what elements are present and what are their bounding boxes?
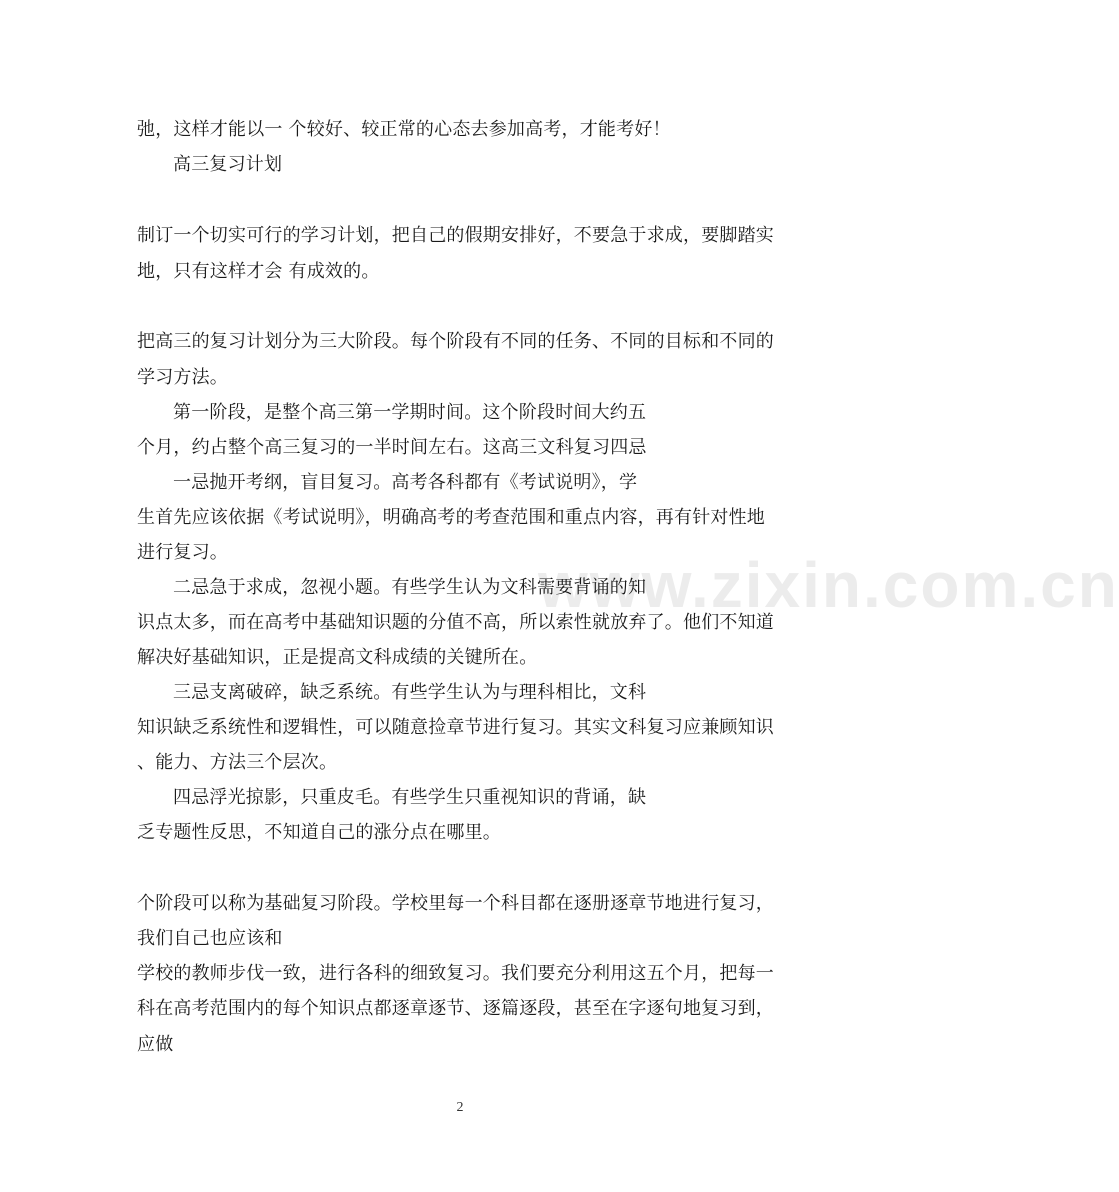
text-line: 应做 [137,1034,174,1055]
text-line: 弛，这样才能以一 个较好、较正常的心态去参加高考，才能考好！ [137,119,671,140]
text-line: 学校的教师步伐一致，进行各科的细致复习。我们要充分利用这五个月，把每一 [137,963,774,984]
text-line: 进行复习。 [137,542,228,563]
text-line: 识点太多，而在高考中基础知识题的分值不高，所以索性就放弃了。他们不知道 [137,612,774,633]
text-line: 科在高考范围内的每个知识点都逐章逐节、逐篇逐段，甚至在字逐句地复习到， [137,998,774,1019]
text-line: 制订一个切实可行的学习计划，把自己的假期安排好，不要急于求成，要脚踏实 [137,225,774,246]
page-number: 2 [456,1100,464,1115]
text-line: 个月，约占整个高三复习的一半时间左右。这高三文科复习四忌 [137,437,647,458]
watermark: www.zixin.com.cn [538,549,1119,621]
text-line: 、能力、方法三个层次。 [137,752,338,773]
section-heading: 高三复习计划 [173,154,283,175]
text-line: 解决好基础知识，正是提高文科成绩的关键所在。 [137,647,538,668]
text-line: 个阶段可以称为基础复习阶段。学校里每一个科目都在逐册逐章节地进行复习， [137,893,774,914]
text-line: 三忌支离破碎，缺乏系统。有些学生认为与理科相比，文科 [173,682,647,703]
text-line: 四忌浮光掠影，只重皮毛。有些学生只重视知识的背诵，缺 [173,787,647,808]
text-line: 我们自己也应该和 [137,928,283,949]
text-line: 一忌抛开考纲，盲目复习。高考各科都有《考试说明》，学 [173,472,638,493]
text-line: 二忌急于求成，忽视小题。有些学生认为文科需要背诵的知 [173,577,647,598]
text-line: 生首先应该依据《考试说明》，明确高考的考查范围和重点内容，再有针对性地 [137,507,765,528]
text-line: 知识缺乏系统性和逻辑性，可以随意捡章节进行复习。其实文科复习应兼顾知识 [137,717,774,738]
text-line: 乏专题性反思，不知道自己的涨分点在哪里。 [137,822,501,843]
text-line: 地，只有这样才会 有成效的。 [137,261,380,282]
text-line: 学习方法。 [137,367,228,388]
text-line: 第一阶段，是整个高三第一学期时间。这个阶段时间大约五 [173,402,647,423]
text-line: 把高三的复习计划分为三大阶段。每个阶段有不同的任务、不同的目标和不同的 [137,331,774,352]
